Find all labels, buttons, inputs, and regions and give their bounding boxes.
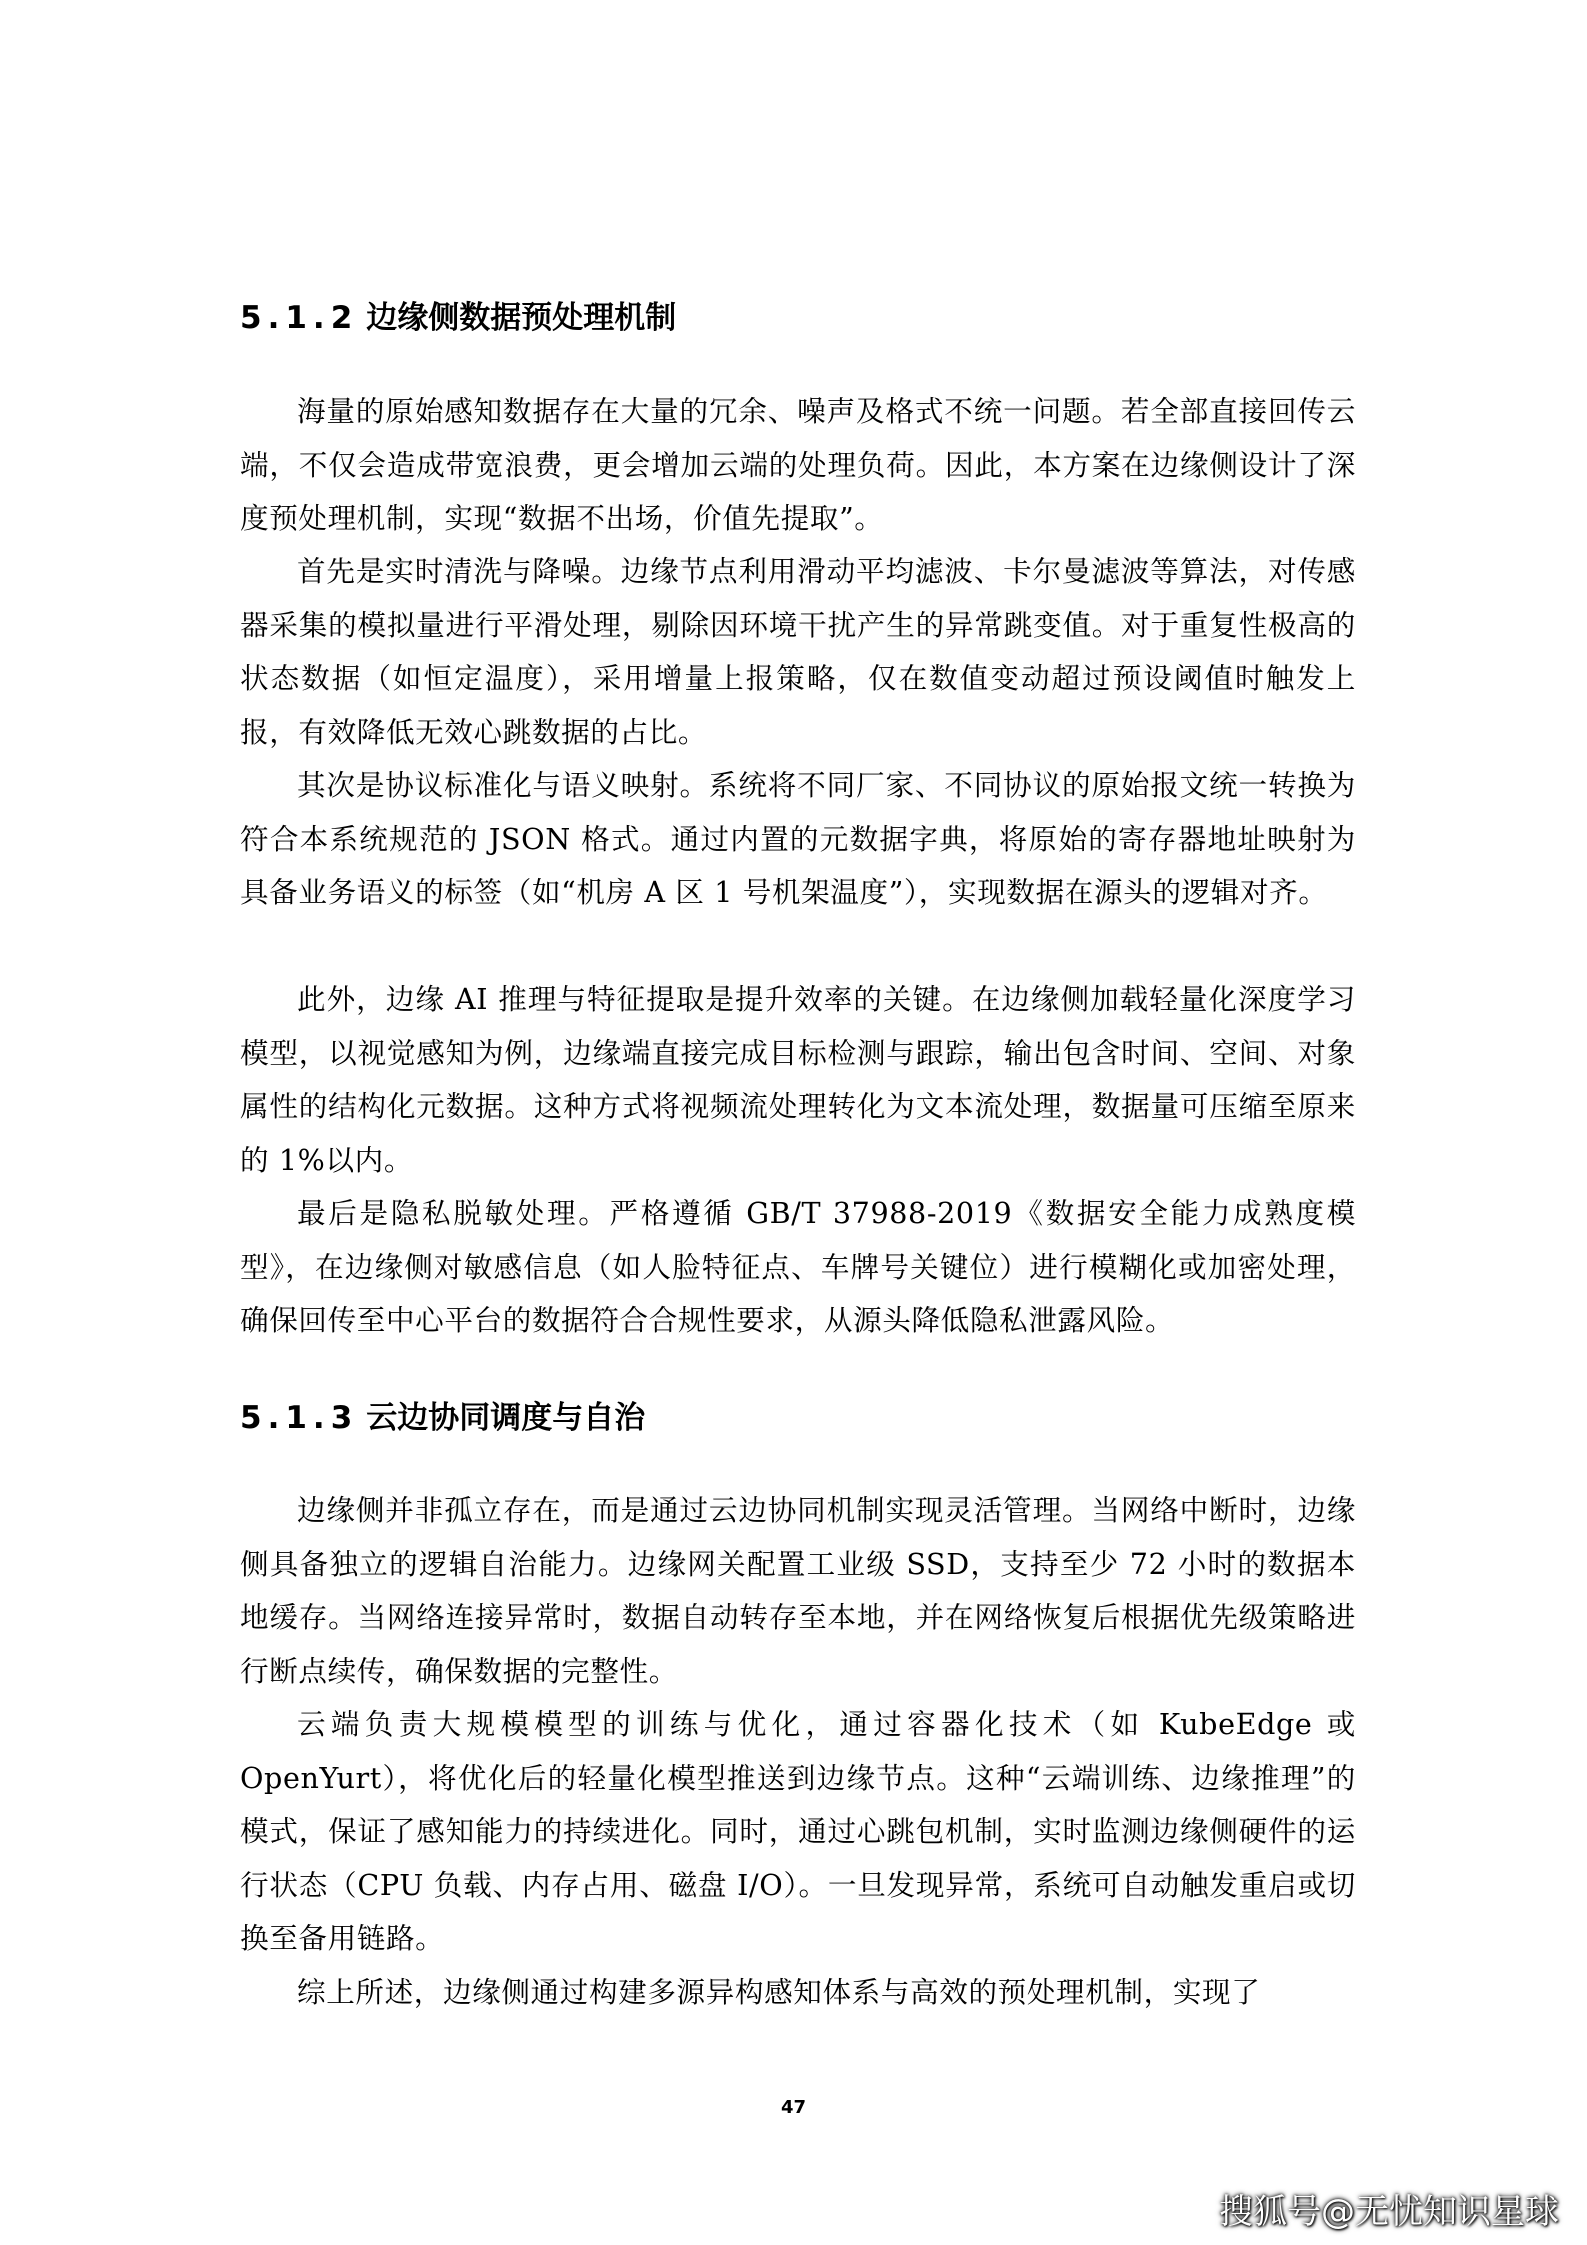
watermark: 搜狐号@无忧知识星球: [1219, 2192, 1559, 2232]
section-number: 5.1.3: [240, 1400, 359, 1436]
paragraph: 云端负责大规模模型的训练与优化，通过容器化技术（如 KubeEdge 或 OpenYurt），将优化后的轻量化模型推送到边缘节点。这种“云端训练、边缘推理”的模式，保证了感知能力的持续进化。同时，通过心跳包机制，实时监测边缘侧硬件的运行状态（CPU 负载、内存占用、磁盘 I/O）。一旦发现异常，系统可自动触发重启或切换至备用链路。: [240, 1707, 1356, 1955]
section-title: 云边协同调度与自治: [366, 1400, 646, 1436]
paragraph: 海量的原始感知数据存在大量的冗余、噪声及格式不统一问题。若全部直接回传云端，不仅会造成带宽浪费，更会增加云端的处理负荷。因此，本方案在边缘侧设计了深度预处理机制，实现“数据不出场，价值先提取”。: [240, 394, 1356, 535]
section-heading-5-1-3: [240, 1398, 645, 1438]
paragraph: 此外，边缘 AI 推理与特征提取是提升效率的关键。在边缘侧加载轻量化深度学习模型，以视觉感知为例，边缘端直接完成目标检测与跟踪，输出包含时间、空间、对象属性的结构化元数据。这种方式将视频流处理转化为文本流处理，数据量可压缩至原来的 1%以内。: [240, 982, 1356, 1177]
paragraph: 首先是实时清洗与降噪。边缘节点利用滑动平均滤波、卡尔曼滤波等算法，对传感器采集的模拟量进行平滑处理，剔除因环境干扰产生的异常跳变值。对于重复性极高的状态数据（如恒定温度），采用增量上报策略，仅在数值变动超过预设阈值时触发上报，有效降低无效心跳数据的占比。: [240, 554, 1356, 749]
paragraph: 综上所述，边缘侧通过构建多源异构感知体系与高效的预处理机制，实现了: [297, 1975, 1261, 2009]
page-number: 47: [780, 2097, 807, 2118]
section-heading-5-1-2: [240, 298, 676, 338]
paragraph: 最后是隐私脱敏处理。严格遵循 GB/T 37988-2019《数据安全能力成熟度模型》，在边缘侧对敏感信息（如人脸特征点、车牌号关键位）进行模糊化或加密处理，确保回传至中心平台的数据符合合规性要求，从源头降低隐私泄露风险。: [240, 1196, 1356, 1337]
section-title: 边缘侧数据预处理机制: [366, 300, 677, 336]
paragraph: 边缘侧并非孤立存在，而是通过云边协同机制实现灵活管理。当网络中断时，边缘侧具备独立的逻辑自治能力。边缘网关配置工业级 SSD，支持至少 72 小时的数据本地缓存。当网络连接异常时，数据自动转存至本地，并在网络恢复后根据优先级策略进行断点续传，确保数据的完整性。: [240, 1493, 1356, 1688]
paragraph: 其次是协议标准化与语义映射。系统将不同厂家、不同协议的原始报文统一转换为符合本系统规范的 JSON 格式。通过内置的元数据字典，将原始的寄存器地址映射为具备业务语义的标签（如“机房 A 区 1 号机架温度”），实现数据在源头的逻辑对齐。: [240, 768, 1356, 909]
section-number: 5.1.2: [240, 300, 359, 336]
